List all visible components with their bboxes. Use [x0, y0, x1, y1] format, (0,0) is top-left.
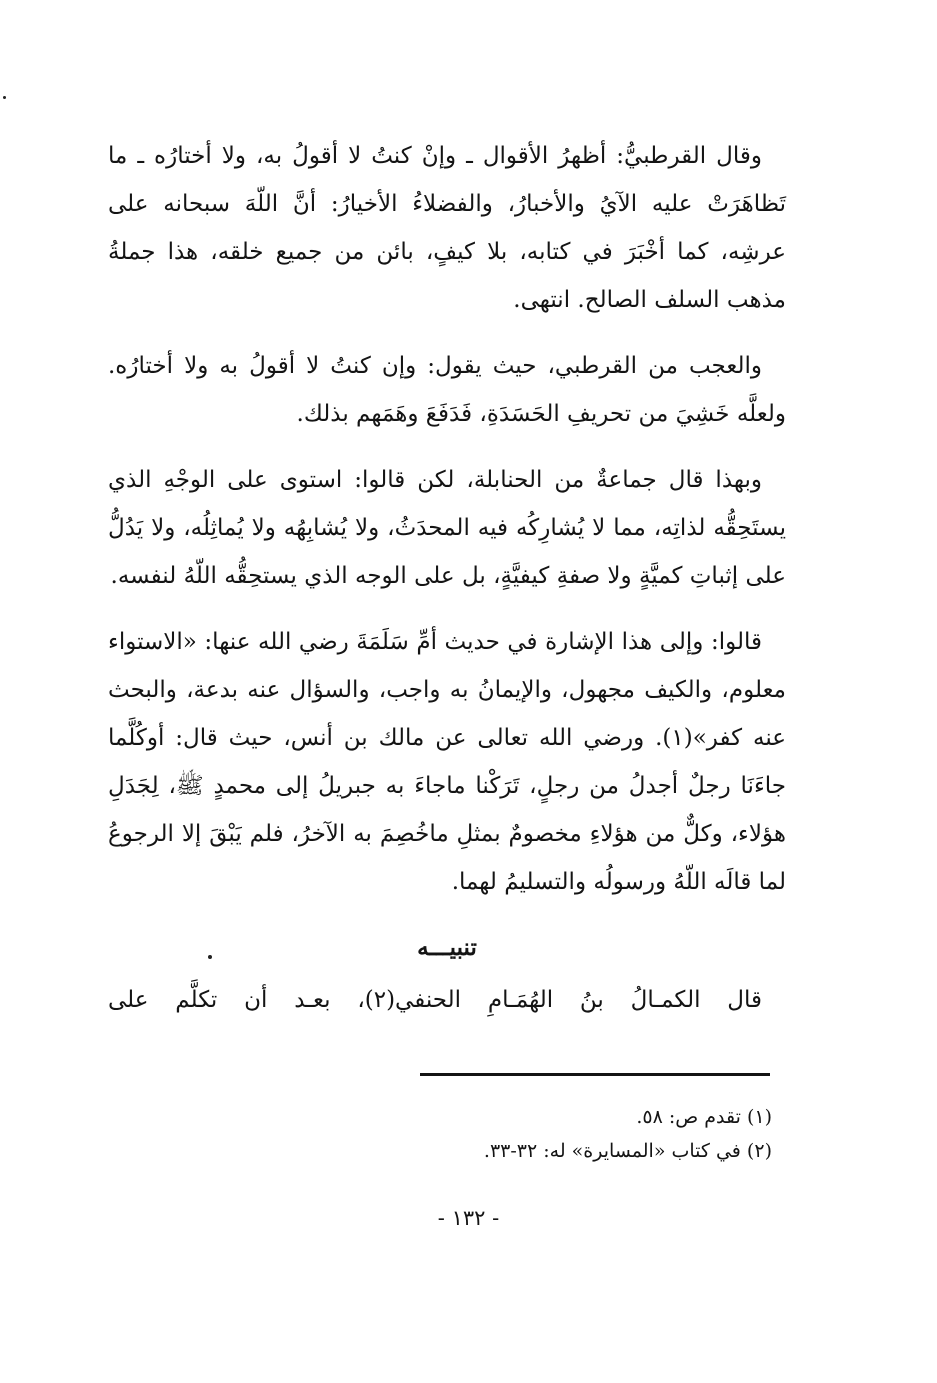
page-number: - ١٣٢ - [437, 1206, 500, 1230]
paragraph-umm-salama: قالوا: وإلى هذا الإشارة في حديث أمِّ سَلَمَةَ رضي الله عنها: «الاستواء معلوم، والكيف مجهول، والإيمانُ به واجب، والسؤال عنه بدعة، والبحث عنه كفر»(١). ورضي الله تعالى عن مالك بن أنس، حيث قال: أوكُلَّما جاءَنَا رجلٌ أجدلُ من رجلٍ، تَرَكْنا ماجاءَ به جبريلُ إلى محمدٍ ﷺ، لِجَدَلِ هؤلاء، وكلٌّ من هؤلاءِ مخصومٌ بمثلِ ماخُصِمَ به الآخرُ، فلم يَبْقَ إلا الرجوعُ لما قالَه اللّهُ ورسولُه والتسليمُ لهما. [108, 629, 786, 895]
paragraph-kamal: قال الكمـالُ بنُ الهُمَـامِ الحنفي(٢)، بعـد أن تكلَّم على [108, 987, 762, 1013]
section-heading: تنبيـــه [417, 934, 477, 961]
footnotes [300, 1100, 772, 1168]
footnote-1: (١) تقدم ص: ٥٨. [636, 1106, 772, 1128]
scan-speck [3, 96, 6, 99]
paragraph-qurtubi-quote: وقال القرطبيُّ: أظهرُ الأقوال ـ وإنْ كنتُ لا أقولُ به، ولا أختارُه ـ ما تَظاهَرَتْ عليه الآيُ والأخبارُ، والفضلاءُ الأخيارُ: أنَّ اللّهَ سبحانه على عرشِه، كما أخْبَرَ في كتابه، بلا كيفٍ، بائن من جميع خلقه، هذا جملةُ مذهب السلف الصالح. انتهى. [108, 143, 786, 313]
main-text [108, 132, 786, 1024]
paragraph-hanabila: وبهذا قال جماعةٌ من الحنابلة، لكن قالوا: استوى على الوجْهِ الذي يستَحِقُّه لذاتِه، مما لا يُشارِكُه فيه المحدَثُ، ولا يُشابِهُه ولا يُماثِلُه، ولا يَدُلُّ على إثباتِ كميَّةٍ ولا صفةِ كيفيَّةٍ، بل على الوجه الذي يستحِقُّه اللّهُ لنفسه. [108, 467, 786, 589]
footnote-divider [420, 1073, 770, 1076]
footnote-2: (٢) في كتاب «المسايرة» له: ٣٢-٣٣. [483, 1140, 772, 1162]
paragraph-wonder: والعجب من القرطبي، حيث يقول: وإن كنتُ لا أقولُ به ولا أختارُه. ولعلَّه خَشِيَ من تحريفِ الحَسَدَةِ، فَدَفَعَ وهَمَهم بذلك. [108, 353, 786, 427]
